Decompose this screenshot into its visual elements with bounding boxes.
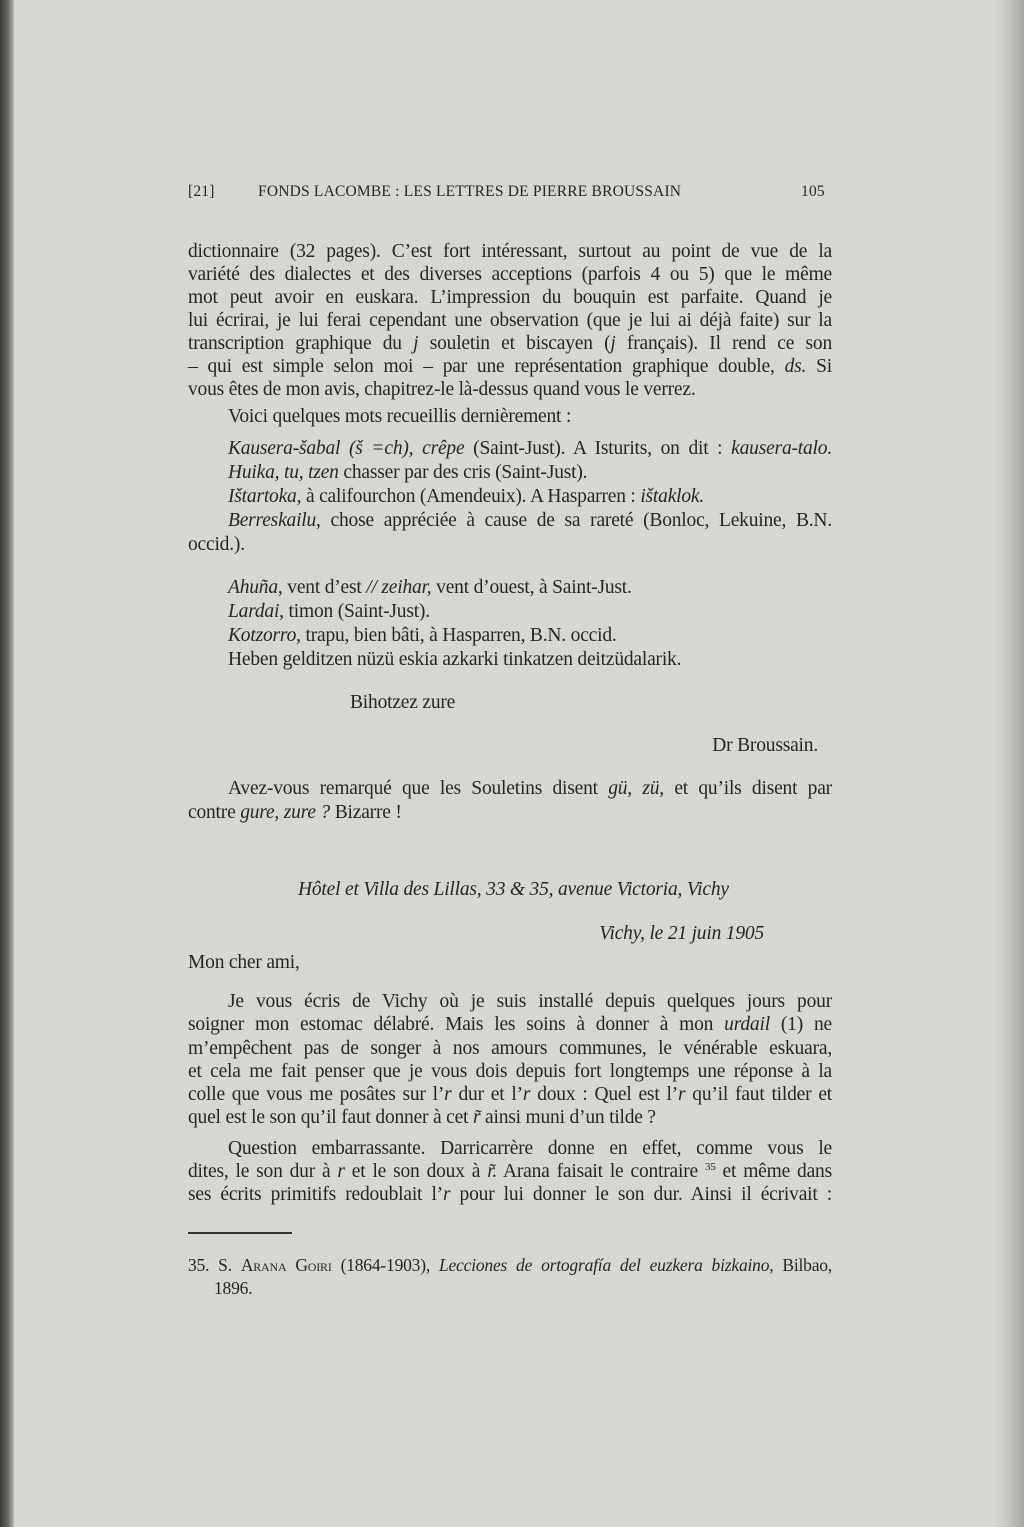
text-span: Arana Goiri (240, 1255, 332, 1275)
italic-text: urdail (724, 1014, 770, 1035)
text-span: ses écrits primitifs redoublait l’ (188, 1184, 443, 1205)
italic-text: r (444, 1084, 452, 1105)
italic-text: // zeihar, (366, 577, 432, 598)
text-span: soigner mon estomac délabré. Mais les soins à donner à mon (188, 1014, 725, 1035)
text-line (188, 1183, 832, 1207)
text-span: Avez-vous remarqué que les Souletins disent (228, 778, 609, 799)
text-span: à califourchon (Amendeuix). A Hasparren : (301, 486, 641, 507)
page-number: 105 (801, 183, 825, 200)
text-span: Voici quelques mots recueillis dernièrement : (228, 406, 572, 427)
italic-text: Lecciones de ortografía del euzkera bizkaino, (438, 1255, 774, 1275)
text-span: vous êtes de mon avis, chapitrez-le là-dessus quand vous le verrez. (188, 379, 696, 400)
footnote-line (188, 1253, 832, 1277)
text-span: Si (806, 356, 832, 377)
text-line (188, 801, 832, 825)
text-line (188, 309, 832, 333)
footnote-line (214, 1276, 858, 1300)
text-span: mot peut avoir en euskara. L’impression du bouquin est parfaite. Quand je (188, 287, 832, 308)
italic-text: kausera-talo. (731, 438, 832, 459)
text-line (188, 263, 832, 287)
text-span: timon (Saint-Just). (283, 601, 430, 622)
text-line (188, 922, 764, 946)
text-span: occid.). (188, 534, 245, 555)
text-line (188, 734, 818, 758)
text-line (188, 286, 832, 310)
text-span: et même dans (715, 1161, 832, 1182)
text-span: et le son doux à (344, 1161, 488, 1182)
book-binding-edge (0, 0, 14, 1527)
italic-text: Kotzorro, (228, 625, 301, 646)
italic-text: r (677, 1084, 686, 1105)
italic-text: Huika, tu, tzen (228, 462, 339, 483)
text-line (188, 1060, 832, 1084)
text-line (188, 378, 832, 402)
text-line (228, 405, 832, 429)
text-span: Arana faisait le contraire (497, 1161, 705, 1182)
text-line (228, 509, 832, 533)
text-span: et qu’ils disent par (663, 778, 832, 799)
text-span: dictionnaire (32 pages). C’est fort intéressant, surtout au point de vue de la (188, 241, 832, 262)
text-line (228, 461, 832, 485)
text-span: – qui est simple selon moi – par une représentation graphique double, (188, 356, 785, 377)
text-line (228, 600, 832, 624)
text-span: variété des dialectes et des diverses acceptions (parfois 4 ou 5) que le même (188, 264, 832, 285)
text-line (188, 240, 832, 264)
text-span: (1) ne (769, 1014, 833, 1035)
text-line (188, 1083, 832, 1107)
footnote-rule (188, 1232, 292, 1234)
text-span: Question embarrassante. Darricarrère donne en effet, comme vous le (228, 1138, 832, 1159)
text-span: contre (188, 802, 241, 823)
chapter-number: [21] (188, 183, 215, 200)
text-span: Bilbao, (773, 1255, 832, 1275)
italic-text: r̃. (487, 1161, 498, 1182)
text-span: ainsi muni d’un tilde ? (480, 1107, 656, 1128)
text-line (188, 1106, 832, 1130)
text-line (188, 1013, 832, 1037)
italic-text: Ištartoka, (228, 486, 302, 507)
text-span: français). Il rend ce son (615, 333, 832, 354)
text-line (228, 1137, 832, 1161)
text-span: dur et l’ (451, 1084, 523, 1105)
italic-text: j (610, 333, 616, 354)
text-line (228, 485, 832, 509)
running-title: FONDS LACOMBE : LES LETTRES DE PIERRE BROUSSAIN (258, 183, 682, 200)
text-span: 1896. (214, 1278, 253, 1298)
footnote-reference: 35 (704, 1161, 716, 1173)
text-span: et cela me fait penser que je vous dois depuis fort longtemps une réponse à la (188, 1061, 832, 1082)
text-span: Heben gelditzen nüzü eskia azkarki tinkatzen deitzüdalarik. (228, 649, 682, 670)
text-span: souletin et biscayen ( (418, 333, 611, 354)
italic-text: r (522, 1084, 531, 1105)
text-span: colle que vous me posâtes sur l’ (188, 1084, 445, 1105)
text-line (188, 332, 832, 356)
text-line (228, 990, 832, 1014)
italic-text: ištaklok. (640, 486, 705, 507)
text-line (188, 533, 832, 557)
text-span: Je vous écris de Vichy où je suis installé depuis quelques jours pour (228, 991, 832, 1012)
text-span: lui écrirai, je lui ferai cependant une observation (que je lui ai déjà faite) sur la (188, 310, 832, 331)
text-line (188, 1160, 832, 1184)
italic-text: j (413, 333, 419, 354)
text-span: transcription graphique du (188, 333, 414, 354)
text-line (188, 355, 832, 379)
italic-text: Vichy, le 21 juin 1905 (599, 923, 764, 944)
text-line (228, 648, 832, 672)
text-span: (1864-1903), (331, 1255, 439, 1275)
text-span: Bihotzez zure (350, 692, 456, 713)
text-span: Mon cher ami, (188, 952, 300, 973)
text-span: (Saint-Just). A Isturits, on dit : (464, 438, 732, 459)
text-span: chasser par des cris (Saint-Just). (338, 462, 588, 483)
text-span: pour lui donner le son dur. Ainsi il écrivait : (450, 1184, 832, 1205)
italic-text: gure, zure ? (240, 802, 331, 823)
text-line (228, 576, 832, 600)
text-line (350, 691, 994, 715)
text-span: Dr Broussain. (712, 735, 818, 756)
italic-text: r̃ (472, 1107, 481, 1128)
text-line (228, 777, 832, 801)
text-span: m’empêchent pas de songer à nos amours communes, le vénérable eskuara, (188, 1038, 832, 1059)
text-line (188, 1037, 832, 1061)
italic-text: Lardai, (228, 601, 284, 622)
italic-text: Kausera-šabal (š =ch), crêpe (228, 438, 465, 459)
text-line (228, 624, 832, 648)
text-span: vent d’ouest, à Saint-Just. (431, 577, 632, 598)
text-span: vent d’est (282, 577, 367, 598)
italic-text: gü, zü, (608, 778, 664, 799)
italic-text: Ahuña, (228, 577, 283, 598)
text-span: Bizarre ! (330, 802, 402, 823)
text-span: quel est le son qu’il faut donner à cet (188, 1107, 473, 1128)
italic-text: r (442, 1184, 451, 1205)
italic-text: Berreskailu, (228, 510, 321, 531)
text-span: 35. S. (188, 1255, 241, 1275)
text-line (188, 951, 832, 975)
text-span: doux : Quel est l’ (530, 1084, 678, 1105)
italic-text: r (337, 1161, 345, 1182)
italic-text: Hôtel et Villa des Lillas, 33 & 35, avenue Victoria, Vichy (298, 879, 729, 900)
text-line (228, 437, 832, 461)
text-span: chose appréciée à cause de sa rareté (Bonloc, Lekuine, B.N. (320, 510, 832, 531)
text-span: dites, le son dur à (188, 1161, 338, 1182)
italic-text: ds. (784, 356, 807, 377)
page-edge (994, 0, 1024, 1527)
text-span: qu’il faut tilder et (685, 1084, 832, 1105)
text-line (298, 878, 942, 902)
text-span: trapu, bien bâti, à Hasparren, B.N. occid. (300, 625, 617, 646)
